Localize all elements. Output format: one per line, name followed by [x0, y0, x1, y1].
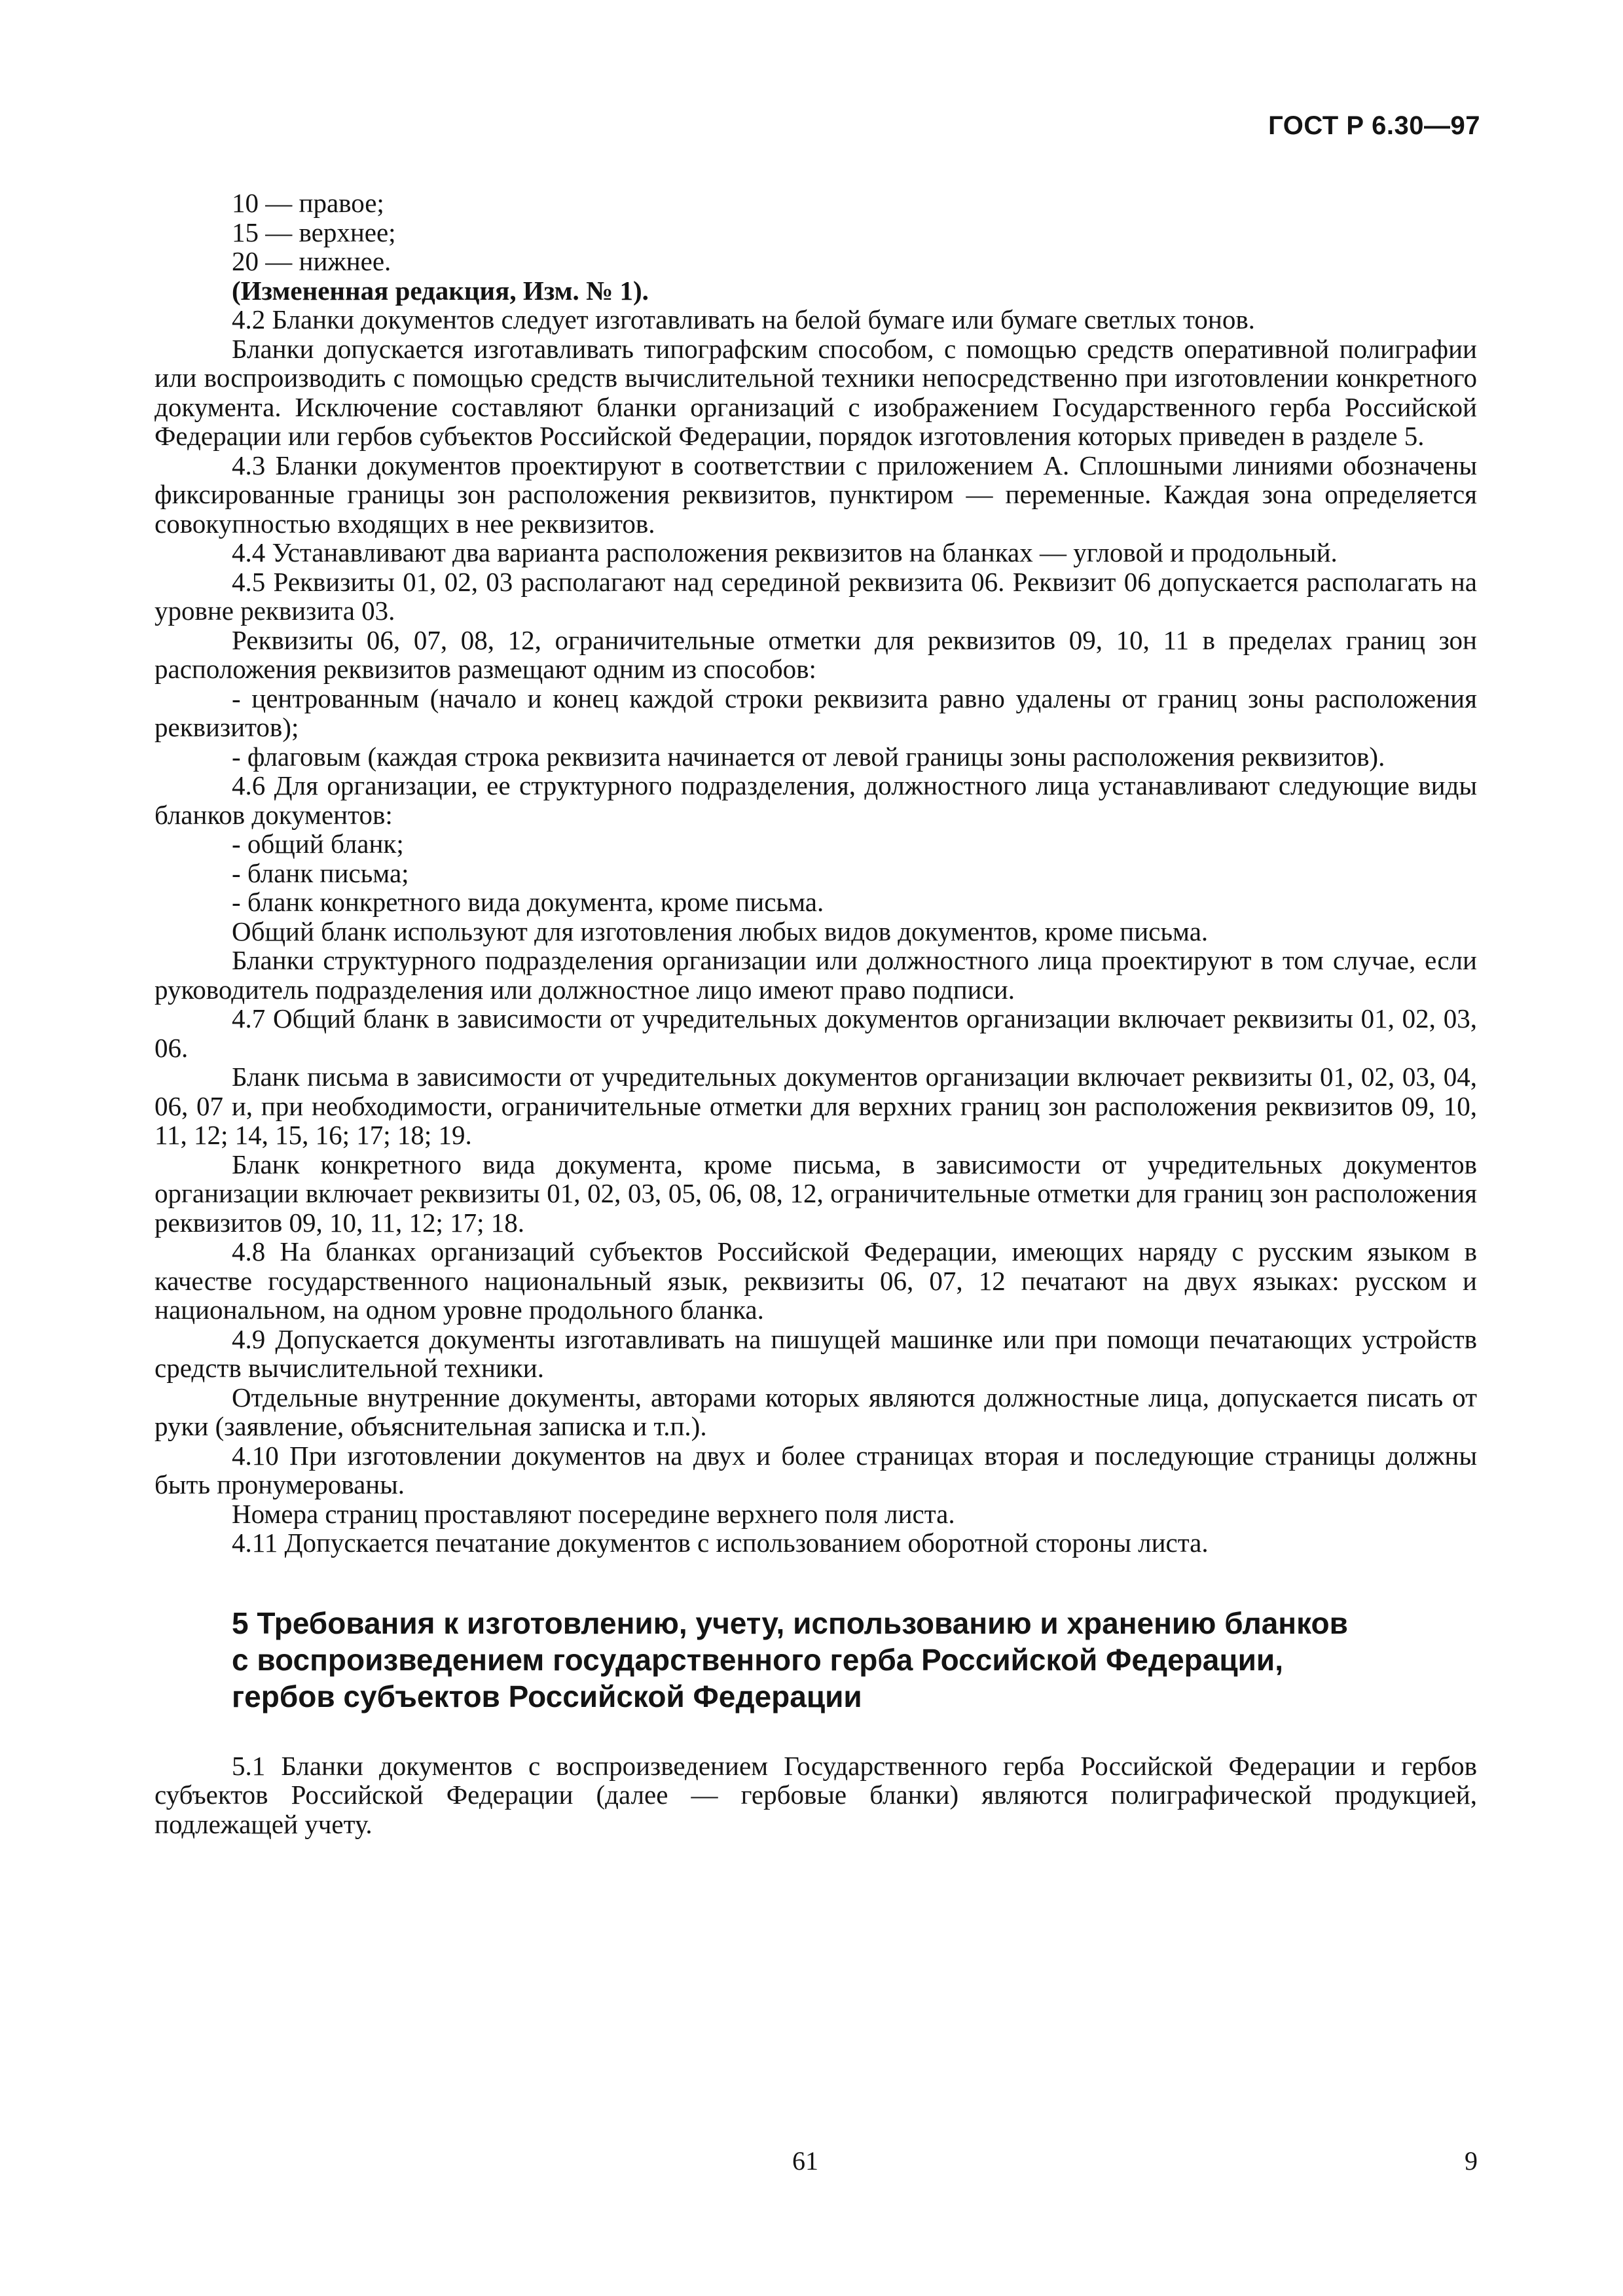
paragraph: 4.7 Общий бланк в зависимости от учредительных документов организации включает реквизиты 01, 02, 03, 06. — [155, 1003, 1477, 1063]
paragraph: Бланк письма в зависимости от учредительных документов организации включает реквизиты 01, 02, 03, 04, 06, 07 и, при необходимости, ограничительные отметки для верхних границ зон расположения реквизитов 09, 10, 11, 12; 14, 15, 16; 17; 18; 19. — [155, 1062, 1477, 1150]
list-item: - общий бланк; — [232, 829, 404, 859]
section-heading-line: с воспроизведением государственного герба Российской Федерации, — [232, 1642, 1283, 1677]
page-number-center: 61 — [792, 2146, 818, 2176]
paragraph: 5.1 Бланки документов с воспроизведением Государственного герба Российской Федерации и гербов субъектов Российской Федерации (далее — гербовые бланки) являются полиграфической продукцией, подлежащей учету. — [155, 1750, 1477, 1839]
paragraph: 4.9 Допускается документы изготавливать на пишущей машинке или при помощи печатающих устройств средств вычислительной техники. — [155, 1323, 1477, 1383]
paragraph: 4.2 Бланки документов следует изготавливать на белой бумаге или бумаге светлых тонов. — [232, 304, 1255, 334]
paragraph: 4.3 Бланки документов проектируют в соответствии с приложением А. Сплошными линиями обозначены фиксированные границы зон расположения реквизитов, пунктиром — переменные. Каждая зона определяется совокупностью входящих в нее реквизитов. — [155, 450, 1477, 539]
paragraph: 4.8 На бланках организаций субъектов Российской Федерации, имеющих наряду с русским языком в качестве государственного национальный язык, реквизиты 06, 07, 12 печатают на двух языках: русском и национальном, на одном уровне продольного бланка. — [155, 1236, 1477, 1325]
paragraph: 4.6 Для организации, ее структурного подразделения, должностного лица устанавливают следующие виды бланков документов: — [155, 770, 1477, 830]
paragraph: Отдельные внутренние документы, авторами которых являются должностные лица, допускается писать от руки (заявление, объяснительная записка и т.п.). — [155, 1382, 1477, 1441]
paragraph: Реквизиты 06, 07, 08, 12, ограничительные отметки для реквизитов 09, 10, 11 в пределах границ зон расположения реквизитов размещают одним из способов: — [155, 624, 1477, 684]
list-item: 20 — нижнее. — [232, 246, 392, 276]
running-title: ГОСТ Р 6.30—97 — [1268, 111, 1480, 140]
paragraph: - центрованным (начало и конец каждой строки реквизита равно удалены от границ зоны расположения реквизитов); — [155, 683, 1477, 742]
list-item: - бланк письма; — [232, 857, 409, 888]
section-heading — [155, 1605, 1477, 1715]
document-body — [155, 188, 1477, 1839]
paragraph: Бланк конкретного вида документа, кроме письма, в зависимости от учредительных документов организации включает реквизиты 01, 02, 03, 05, 06, 08, 12, ограничительные отметки для границ зон расположения реквизитов 09, 10, 11, 12; 17; 18. — [155, 1149, 1477, 1238]
page-number-right: 9 — [1465, 2146, 1478, 2176]
paragraph: 4.11 Допускается печатание документов с использованием оборотной стороны листа. — [232, 1528, 1209, 1558]
list-item: - бланк конкретного вида документа, кроме письма. — [232, 887, 824, 917]
section-heading-line: гербов субъектов Российской Федерации — [232, 1679, 862, 1713]
paragraph: - флаговым (каждая строка реквизита начинается от левой границы зоны расположения реквизитов). — [232, 741, 1385, 772]
paragraph: Бланки допускается изготавливать типографским способом, с помощью средств оперативной полиграфии или воспроизводить с помощью средств вычислительной техники непосредственно при изготовлении конкретного документа. Исключение составляют бланки организаций с изображением Государственного герба Российской Федерации или гербов субъектов Российской Федерации, порядок изготовления которых приведен в разделе 5. — [155, 333, 1477, 451]
list-item: 10 — правое; — [232, 188, 384, 218]
section-heading-line: 5 Требования к изготовлению, учету, использованию и хранению бланков — [232, 1605, 1348, 1640]
paragraph: 4.5 Реквизиты 01, 02, 03 располагают над серединой реквизита 06. Реквизит 06 допускается располагать на уровне реквизита 03. — [155, 566, 1477, 626]
list-item: 15 — верхнее; — [232, 217, 396, 247]
paragraph: Бланки структурного подразделения организации или должностного лица проектируют в том случае, если руководитель подразделения или должностное лицо имеют право подписи. — [155, 945, 1477, 1005]
paragraph: 4.4 Устанавливают два варианта расположения реквизитов на бланках — угловой и продольный. — [232, 537, 1338, 567]
paragraph: 4.10 При изготовлении документов на двух и более страницах вторая и последующие страницы должны быть пронумерованы. — [155, 1440, 1477, 1499]
paragraph: Номера страниц проставляют посередине верхнего поля листа. — [232, 1498, 955, 1529]
amendment-note: (Измененная редакция, Изм. № 1). — [232, 275, 649, 306]
paragraph: Общий бланк используют для изготовления любых видов документов, кроме письма. — [232, 916, 1209, 946]
